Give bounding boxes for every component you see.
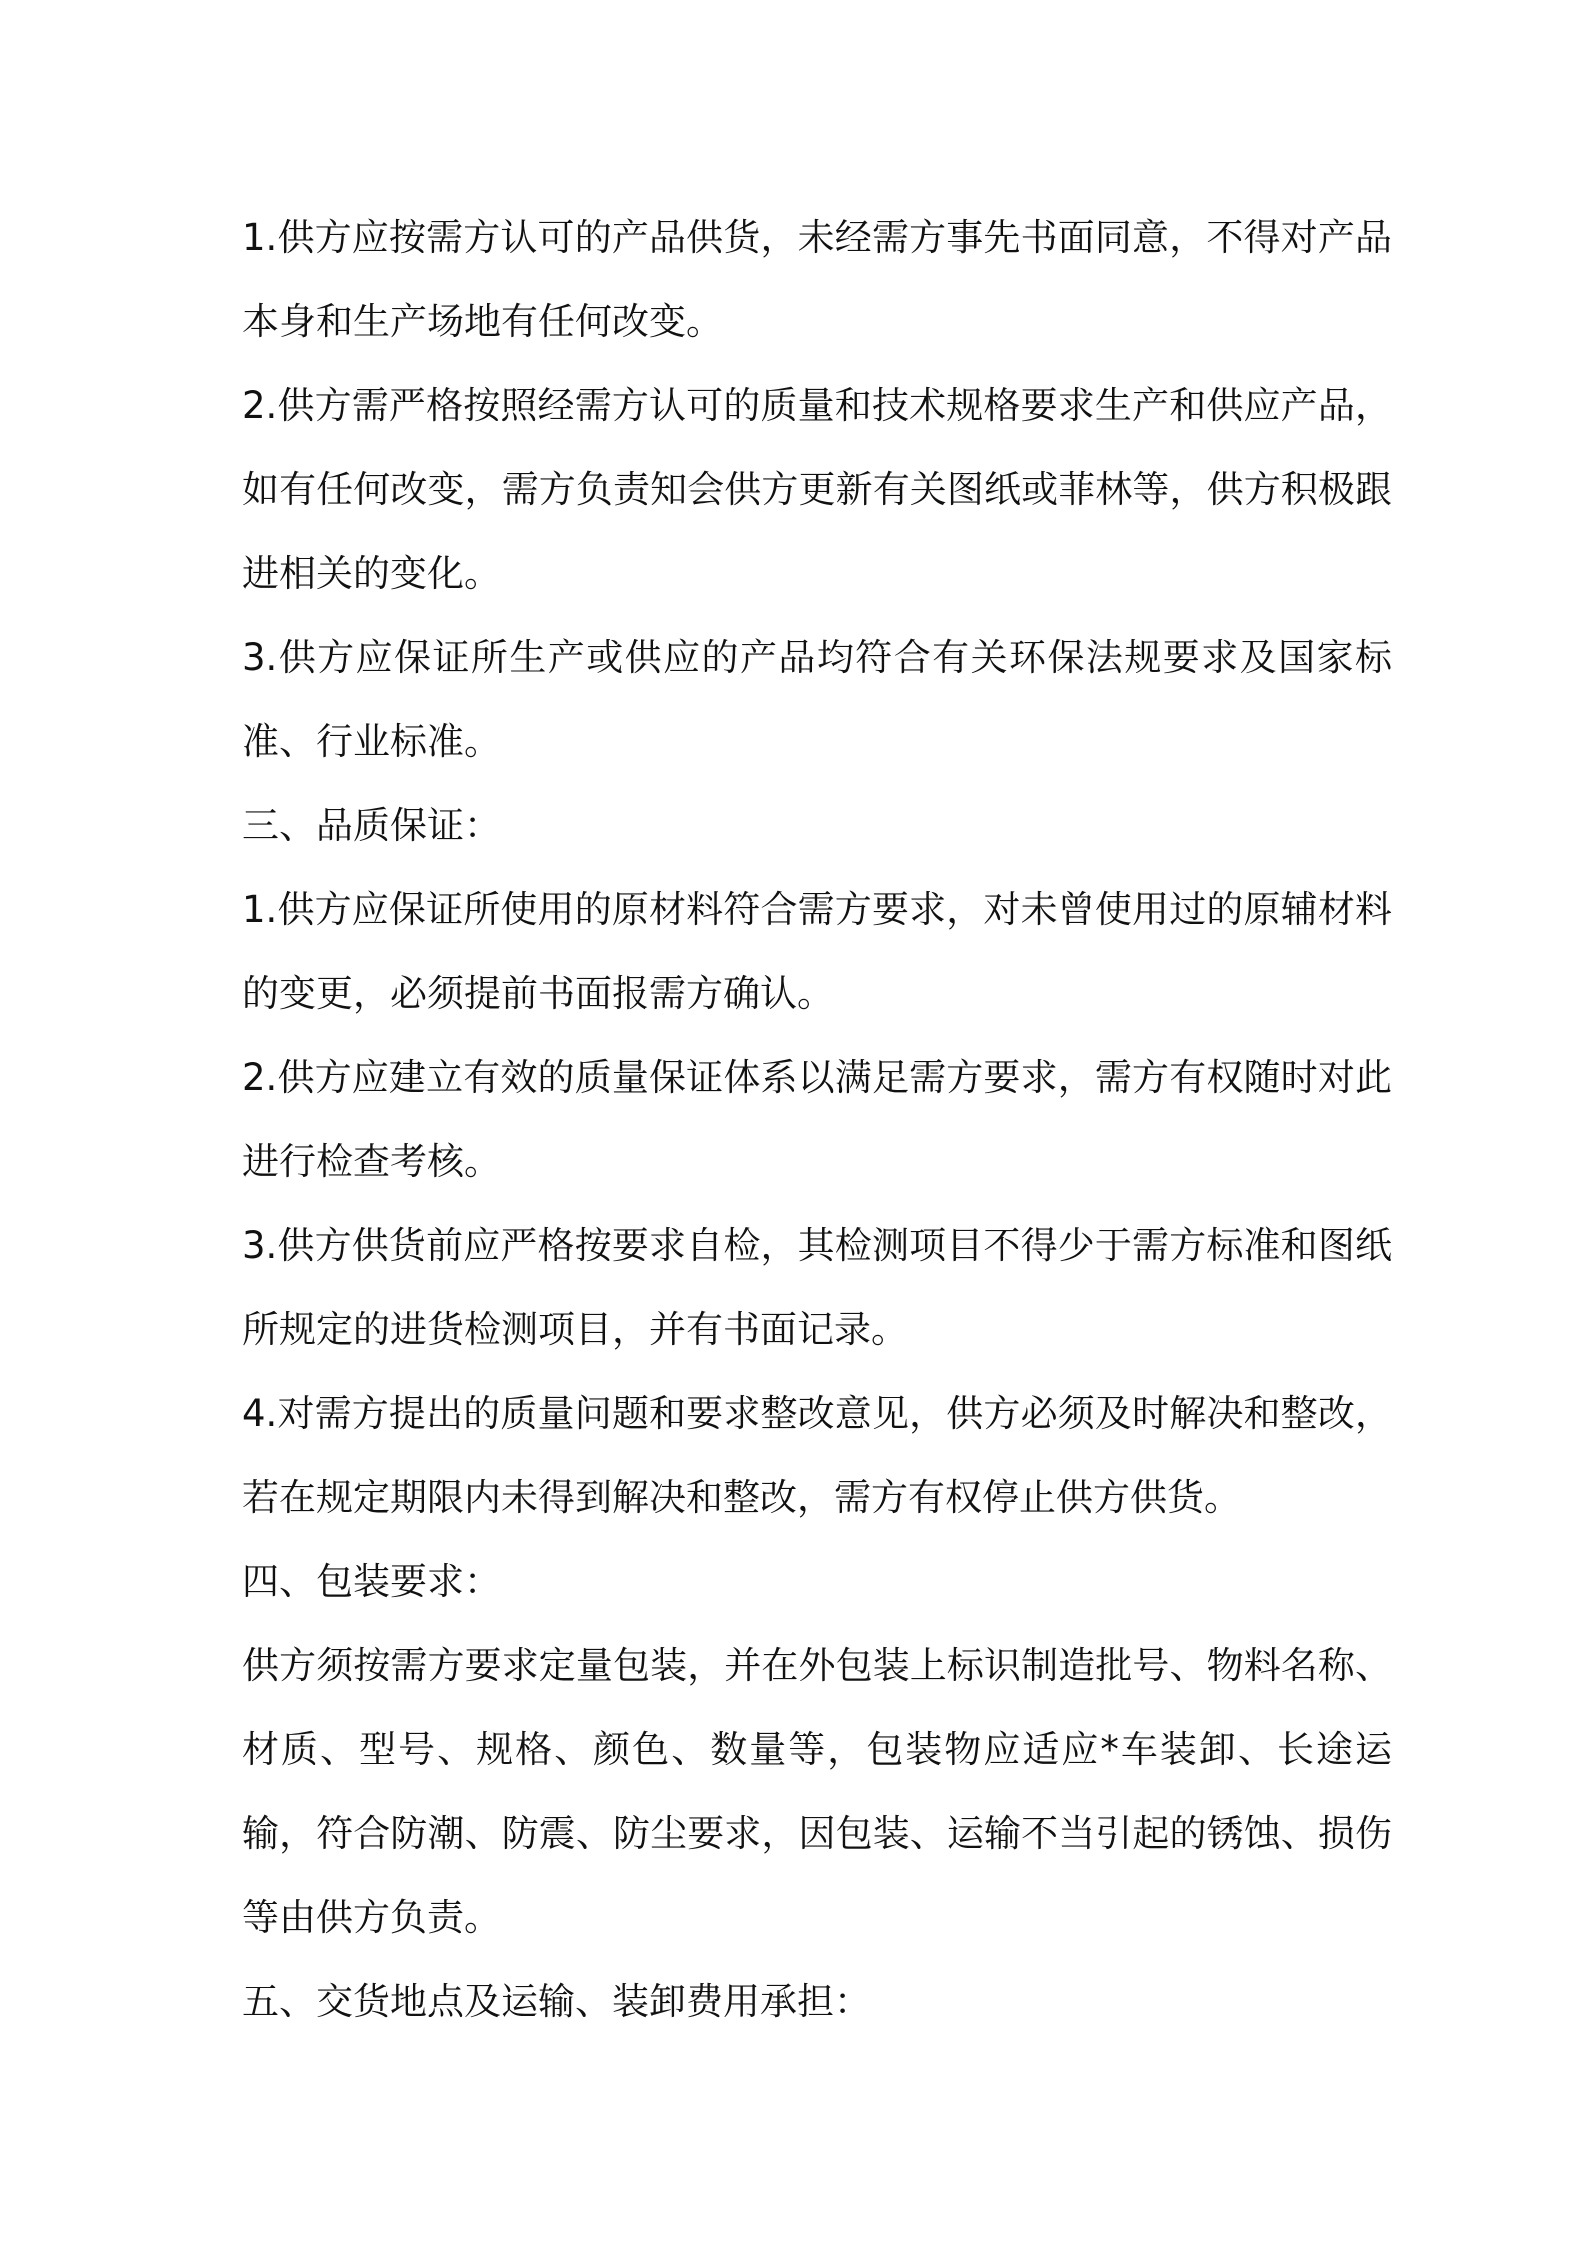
- section-heading-delivery: 五、交货地点及运输、装卸费用承担：: [242, 1980, 871, 2023]
- section-heading-packaging: 四、包装要求：: [242, 1560, 501, 1603]
- paragraph: 1.供方应按需方认可的产品供货，未经需方事先书面同意，不得对产品本身和生产场地有任何改变。: [242, 216, 1392, 343]
- document-body: [242, 196, 1392, 2044]
- section-heading-quality: 三、品质保证：: [242, 804, 501, 847]
- paragraph: 3.供方供货前应严格按要求自检，其检测项目不得少于需方标准和图纸所规定的进货检测项目，并有书面记录。: [242, 1224, 1392, 1351]
- paragraph: 供方须按需方要求定量包装，并在外包装上标识制造批号、物料名称、材质、型号、规格、颜色、数量等，包装物应适应*车装卸、长途运输，符合防潮、防震、防尘要求，因包装、运输不当引起的锈蚀、损伤等由供方负责。: [242, 1644, 1392, 1939]
- paragraph: 2.供方需严格按照经需方认可的质量和技术规格要求生产和供应产品，如有任何改变，需方负责知会供方更新有关图纸或菲林等，供方积极跟进相关的变化。: [242, 384, 1392, 595]
- paragraph: 2.供方应建立有效的质量保证体系以满足需方要求，需方有权随时对此进行检查考核。: [242, 1056, 1392, 1183]
- paragraph: 3.供方应保证所生产或供应的产品均符合有关环保法规要求及国家标准、行业标准。: [242, 636, 1392, 763]
- paragraph: 1.供方应保证所使用的原材料符合需方要求，对未曾使用过的原辅材料的变更，必须提前书面报需方确认。: [242, 888, 1392, 1015]
- paragraph: 4.对需方提出的质量问题和要求整改意见，供方必须及时解决和整改，若在规定期限内未得到解决和整改，需方有权停止供方供货。: [242, 1392, 1392, 1519]
